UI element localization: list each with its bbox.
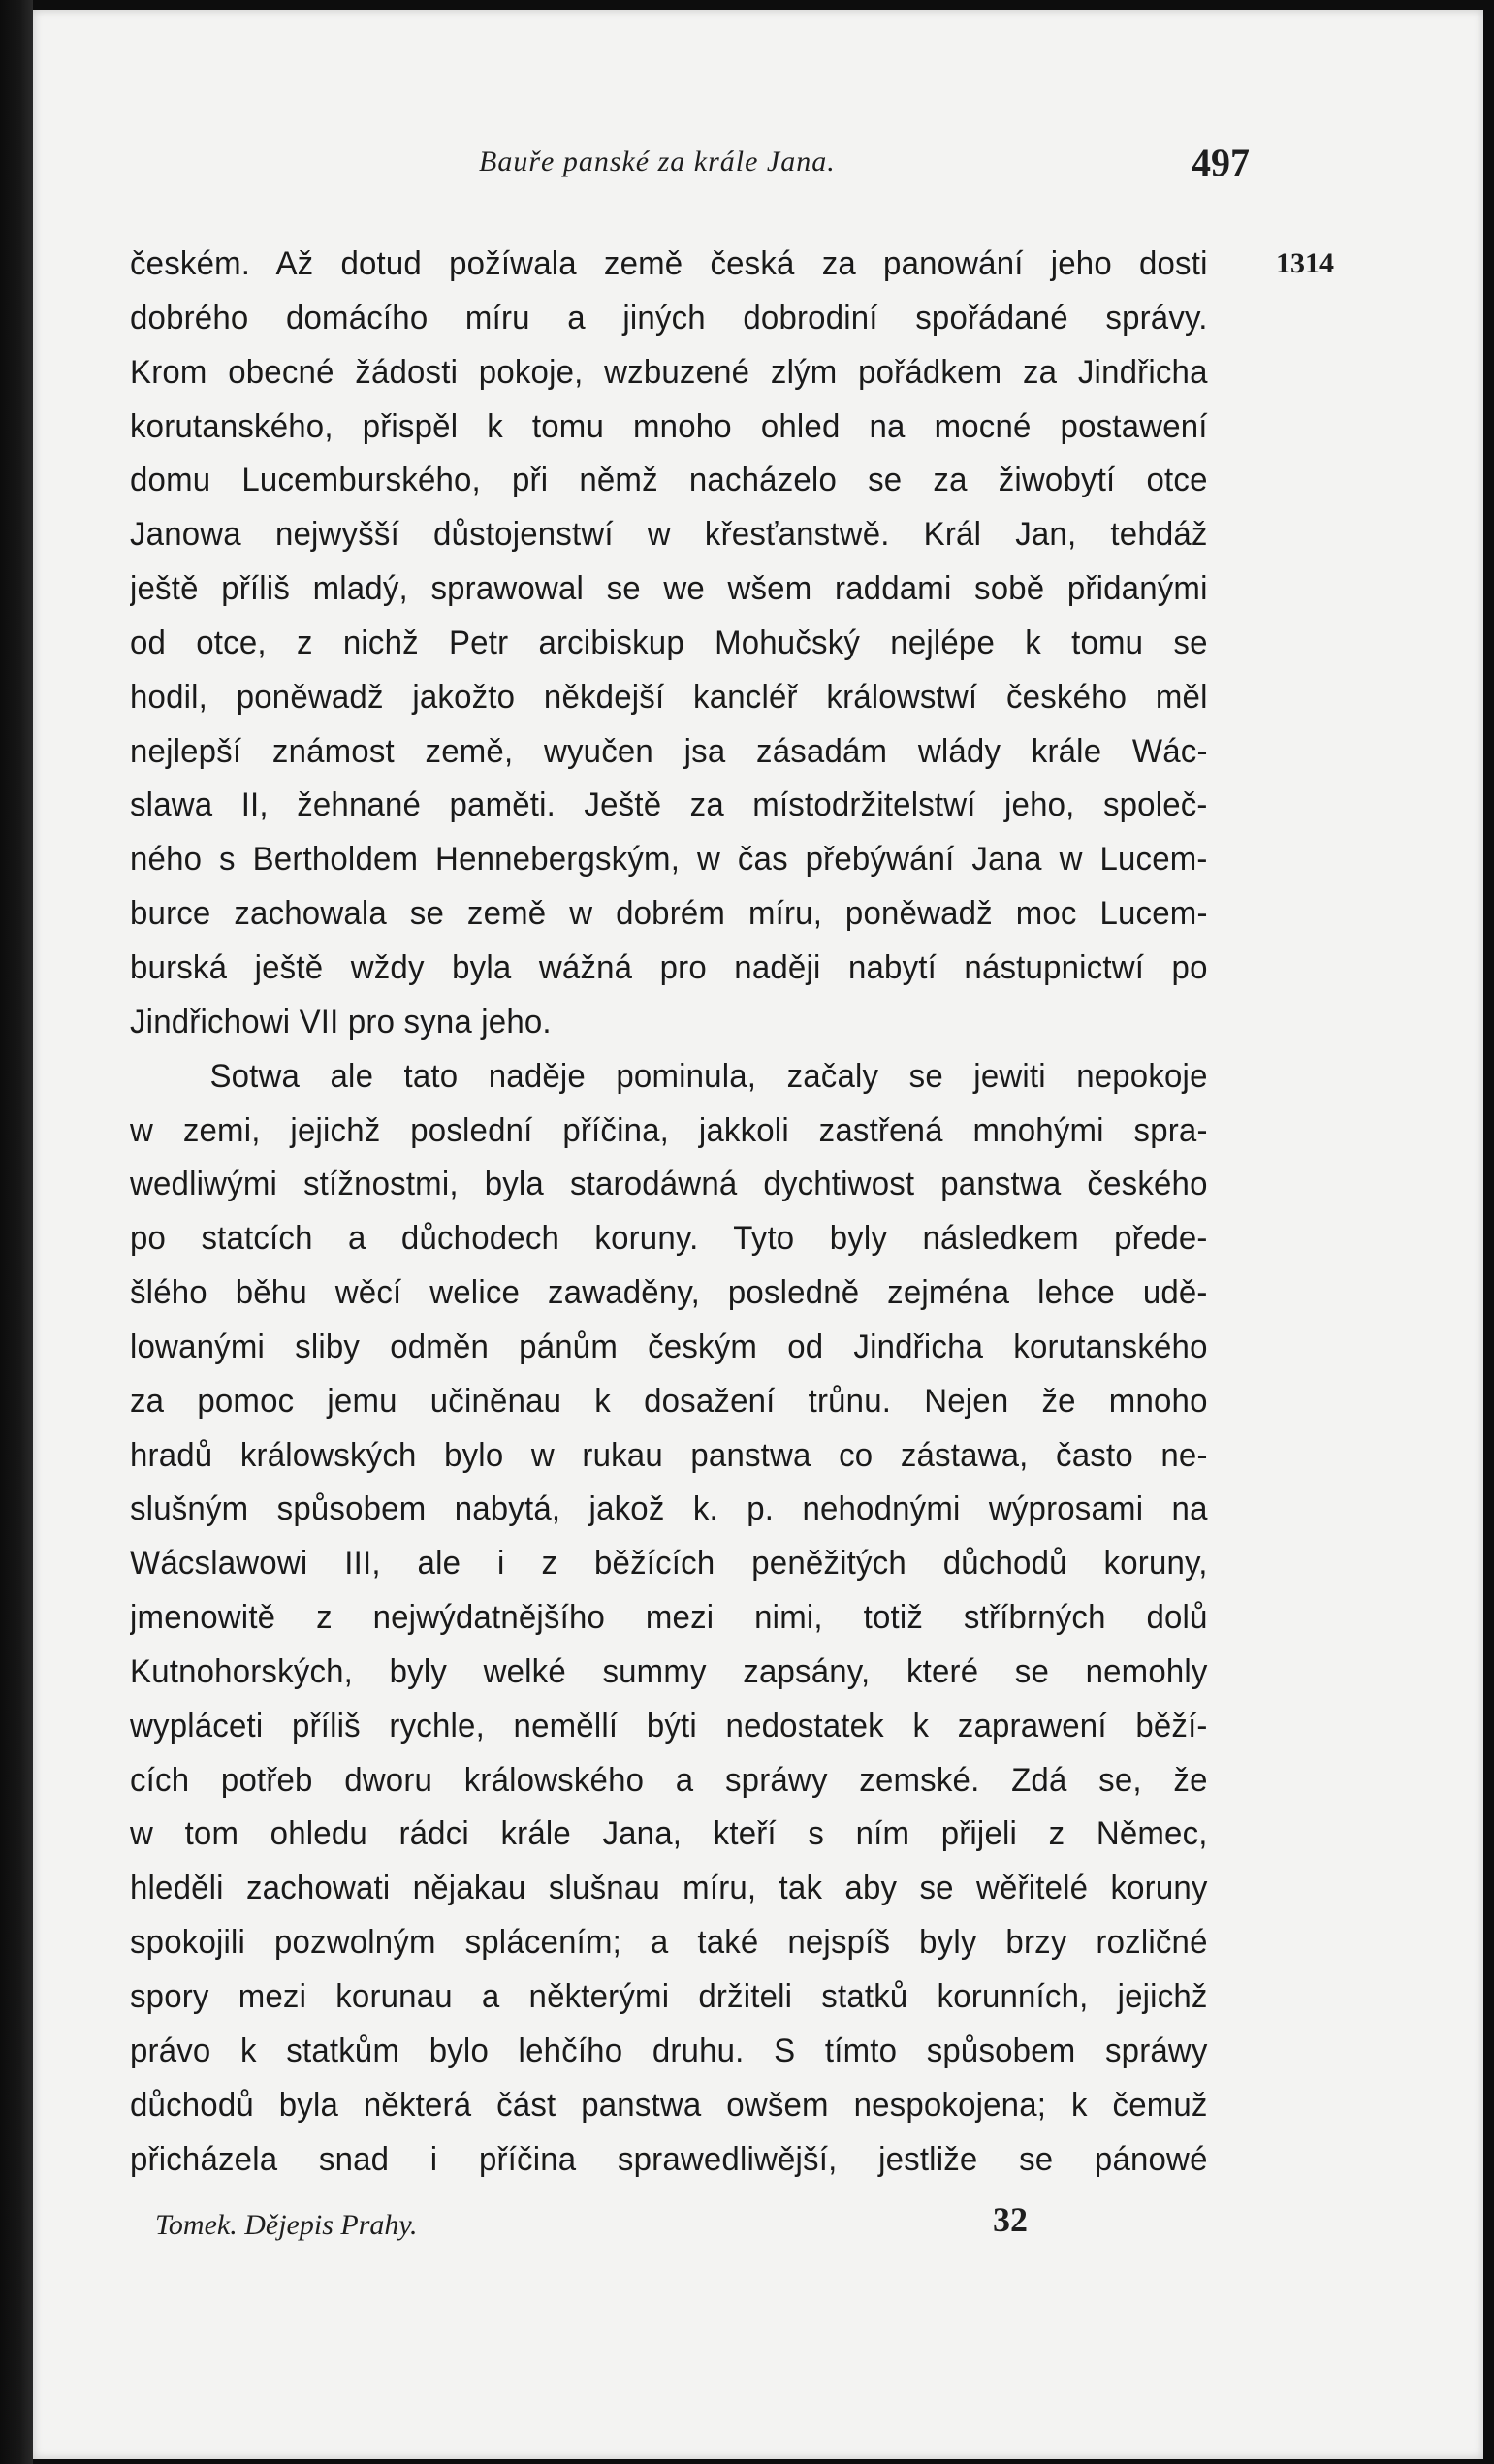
text-line: hradů králowských bylo w rukau panstwa co zástawa, často ne-: [130, 1436, 1208, 1474]
text-line: šlého běhu wěcí welice zawaděny, posledně zejména lehce udě-: [130, 1274, 1208, 1312]
text-line: slušným spůsobem nabytá, jakož k. p. nehodnými wýprosami na: [130, 1490, 1208, 1528]
text-line: českém. Až dotud požíwala země česká za panowání jeho dosti: [130, 245, 1208, 282]
text-line: ještě příliš mladý, sprawowal se we wšem raddami sobě přidanými: [130, 570, 1208, 608]
text-line: wypláceti příliš rychle, neměllí býti nedostatek k zaprawení běží-: [130, 1707, 1208, 1744]
text-line: cích potřeb dworu králowského a spráwy zemské. Zdá se, že: [130, 1761, 1208, 1799]
book-page: [33, 10, 1483, 2459]
body-text: [130, 238, 1241, 2187]
text-line: Kutnohorských, byly welké summy zapsány, které se nemohly: [130, 1652, 1208, 1690]
text-line: spory mezi korunau a některými držiteli statků korunních, jejichž: [130, 1978, 1208, 2015]
text-line: po statcích a důchodech koruny. Tyto byly následkem přede-: [130, 1220, 1208, 1258]
page-number: 497: [1192, 141, 1250, 184]
text-line: spokojili pozwolným splácením; a také nejspíš byly brzy rozličné: [130, 1924, 1208, 1962]
text-line: korutanského, přispěl k tomu mnoho ohled na mocné postawení: [130, 407, 1208, 445]
footer-citation: Tomek. Dějepis Prahy.: [155, 2209, 418, 2241]
text-line: jmenowitě z nejwýdatnějšího mezi nimi, totiž stříbrných dolů: [130, 1599, 1208, 1637]
margin-year-note: 1314: [1276, 247, 1334, 279]
text-line: w zemi, jejichž poslední příčina, jakkoli zastřená mnohými spra-: [130, 1111, 1208, 1149]
scan-left-edge: [0, 0, 33, 2464]
text-line: w tom ohledu rádci krále Jana, kteří s ním přijeli z Němec,: [130, 1815, 1208, 1853]
text-line: lowanými sliby odměn pánům českým od Jindřicha korutanského: [130, 1328, 1208, 1365]
text-line: ného s Bertholdem Hennebergským, w čas přebýwání Jana w Lucem-: [130, 841, 1208, 879]
text-line: Janowa nejwyšší důstojenstwí w křesťanstwě. Král Jan, tehdáž: [130, 516, 1208, 554]
sheet-signature: 32: [993, 2200, 1028, 2239]
text-line: přicházela snad i příčina sprawedliwější, jestliže se pánowé: [130, 2140, 1208, 2178]
running-title: Bauře panské za krále Jana.: [479, 145, 836, 177]
text-line: wedliwými stížnostmi, byla starodáwná dychtiwost panstwa českého: [130, 1166, 1208, 1203]
text-line: důchodů byla některá část panstwa owšem nespokojena; k čemuž: [130, 2086, 1208, 2124]
text-line: dobrého domácího míru a jiných dobrodiní spořádané správy.: [130, 299, 1208, 336]
text-line: od otce, z nichž Petr arcibiskup Mohučský nejlépe k tomu se: [130, 624, 1208, 661]
text-line: hodil, poněwadž jakožto někdejší kancléř králowstwí českého měl: [130, 678, 1208, 716]
text-line: Krom obecné žádosti pokoje, wzbuzené zlým pořádkem za Jindřicha: [130, 353, 1208, 391]
text-line: burská ještě wždy byla wážná pro naději nabytí nástupnictwí po: [130, 948, 1208, 986]
text-line: Wácslawowi III, ale i z běžících peněžitých důchodů koruny,: [130, 1545, 1208, 1583]
text-line: slawa II, žehnané paměti. Ještě za místodržitelstwí jeho, společ-: [130, 786, 1208, 824]
text-line: hleděli zachowati nějakau slušnau míru, tak aby se wěřitelé koruny: [130, 1870, 1208, 1907]
text-line: právo k statkům bylo lehčího druhu. S tímto spůsobem spráwy: [130, 2032, 1208, 2069]
page-header: [91, 141, 1250, 204]
page-footer: [130, 2199, 1241, 2257]
text-line: Jindřichowi VII pro syna jeho.: [130, 1003, 552, 1040]
text-line: nejlepší známost země, wyučen jsa zásadám wlády krále Wác-: [130, 732, 1208, 770]
text-line: Sotwa ale tato naděje pominula, začaly se jewiti nepokoje: [209, 1057, 1208, 1095]
text-line: za pomoc jemu učiněnau k dosažení trůnu. Nejen že mnoho: [130, 1382, 1208, 1420]
text-line: domu Lucemburského, při němž nacházelo se za žiwobytí otce: [130, 462, 1208, 499]
text-line: burce zachowala se země w dobrém míru, poněwadž moc Lucem-: [130, 895, 1208, 933]
